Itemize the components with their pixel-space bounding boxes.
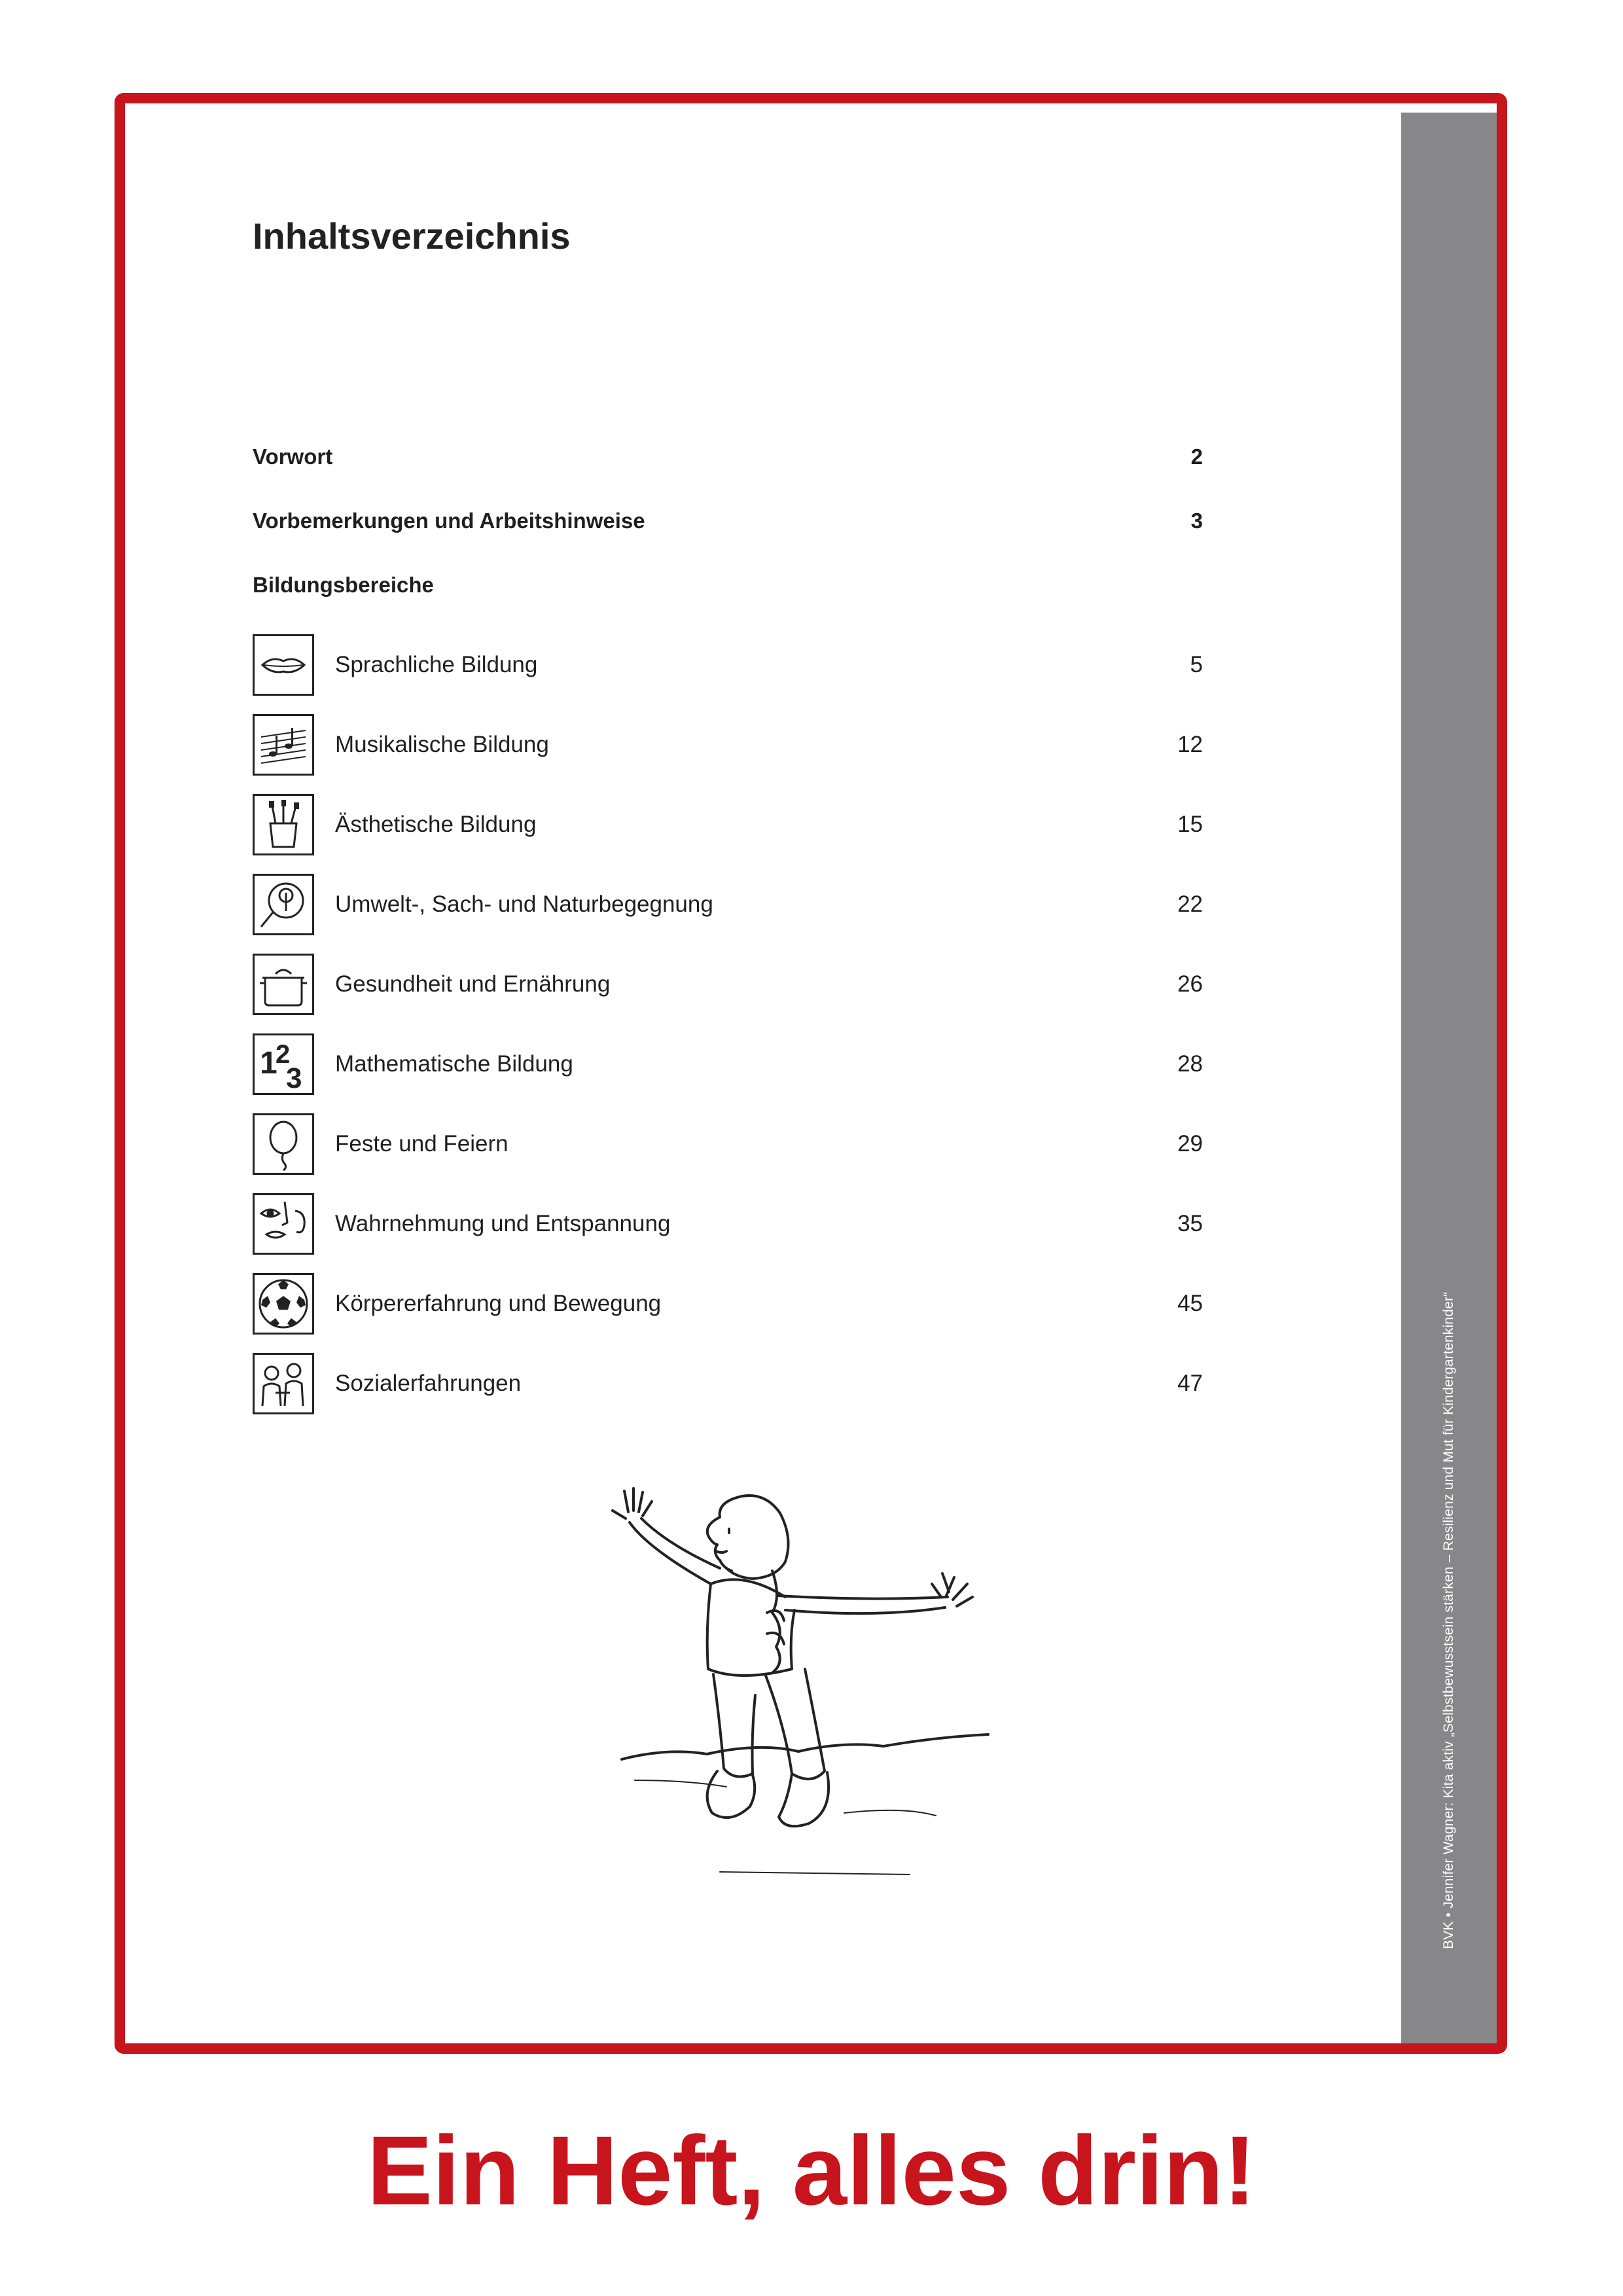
toc-area-umwelt bbox=[253, 872, 1203, 937]
toc-area-label: Sozialerfahrungen bbox=[335, 1371, 522, 1396]
svg-text:2: 2 bbox=[276, 1040, 291, 1069]
toc-area-label: Umwelt-, Sach- und Naturbegegnung bbox=[335, 891, 713, 917]
toc-entry-page: 3 bbox=[1190, 509, 1203, 533]
toc-entry-label: Vorwort bbox=[253, 444, 333, 469]
toc-entry-label: Vorbemerkungen und Arbeitshinweise bbox=[253, 509, 645, 533]
sidebar-strip bbox=[1401, 113, 1497, 2043]
toc-entry-vorbemerkungen bbox=[253, 501, 1203, 541]
magnifier-tree-icon bbox=[253, 874, 314, 935]
toc-area-page: 47 bbox=[1177, 1371, 1203, 1396]
toc-entry-vorwort bbox=[253, 437, 1203, 476]
toc-area-label: Mathematische Bildung bbox=[335, 1051, 573, 1077]
svg-text:3: 3 bbox=[286, 1062, 302, 1092]
toc-area-page: 26 bbox=[1177, 971, 1203, 997]
girl-illustration bbox=[596, 1473, 1014, 1892]
toc-area-page: 15 bbox=[1177, 812, 1203, 837]
toc-entry-page: 2 bbox=[1190, 444, 1203, 469]
cooking-pot-icon bbox=[253, 954, 314, 1015]
toc-area-page: 22 bbox=[1177, 891, 1203, 917]
toc-area-page: 5 bbox=[1190, 652, 1203, 677]
numbers-123-icon bbox=[253, 1033, 314, 1095]
section-heading-label: Bildungsbereiche bbox=[253, 573, 434, 597]
sidebar-credit-text: BVK • Jennifer Wagner: Kita aktiv „Selbstbewusstsein stärken – Resilienz und Mut für Kindergartenkinder“ bbox=[1441, 1291, 1456, 1949]
toc-area-wahrnehmung bbox=[253, 1191, 1203, 1257]
toc-area-label: Wahrnehmung und Entspannung bbox=[335, 1211, 671, 1236]
toc-section-heading bbox=[253, 565, 1203, 605]
toc-area-page: 28 bbox=[1177, 1051, 1203, 1077]
toc-area-label: Musikalische Bildung bbox=[335, 732, 549, 757]
balloon-icon bbox=[253, 1113, 314, 1175]
music-notes-icon bbox=[253, 714, 314, 776]
toc-area-gesundheit bbox=[253, 952, 1203, 1017]
toc-area-page: 29 bbox=[1177, 1131, 1203, 1157]
toc-area-page: 12 bbox=[1177, 732, 1203, 757]
toc-area-label: Körpererfahrung und Bewegung bbox=[335, 1291, 662, 1316]
toc-area-sozialerfahrungen bbox=[253, 1351, 1203, 1416]
svg-text:1: 1 bbox=[260, 1046, 277, 1081]
toc-title: Inhaltsverzeichnis bbox=[253, 215, 571, 257]
toc-area-koerpererfahrung bbox=[253, 1271, 1203, 1336]
toc-area-aesthetische-bildung bbox=[253, 792, 1203, 857]
soccer-ball-icon bbox=[253, 1273, 314, 1335]
toc-area-mathematische-bildung bbox=[253, 1031, 1203, 1097]
brush-cup-icon bbox=[253, 794, 314, 855]
slogan-headline: Ein Heft, alles drin! bbox=[366, 2115, 1257, 2225]
toc-area-label: Ästhetische Bildung bbox=[335, 812, 537, 837]
toc-area-label: Gesundheit und Ernährung bbox=[335, 971, 611, 997]
face-senses-icon bbox=[253, 1193, 314, 1255]
toc-area-feste bbox=[253, 1111, 1203, 1177]
toc-area-page: 35 bbox=[1177, 1211, 1203, 1236]
toc-area-label: Feste und Feiern bbox=[335, 1131, 508, 1157]
toc-area-label: Sprachliche Bildung bbox=[335, 652, 538, 677]
toc-area-sprachliche-bildung bbox=[253, 632, 1203, 698]
toc-area-musikalische-bildung bbox=[253, 712, 1203, 778]
children-group-icon bbox=[253, 1353, 314, 1414]
lips-icon bbox=[253, 634, 314, 696]
toc-area-page: 45 bbox=[1177, 1291, 1203, 1316]
